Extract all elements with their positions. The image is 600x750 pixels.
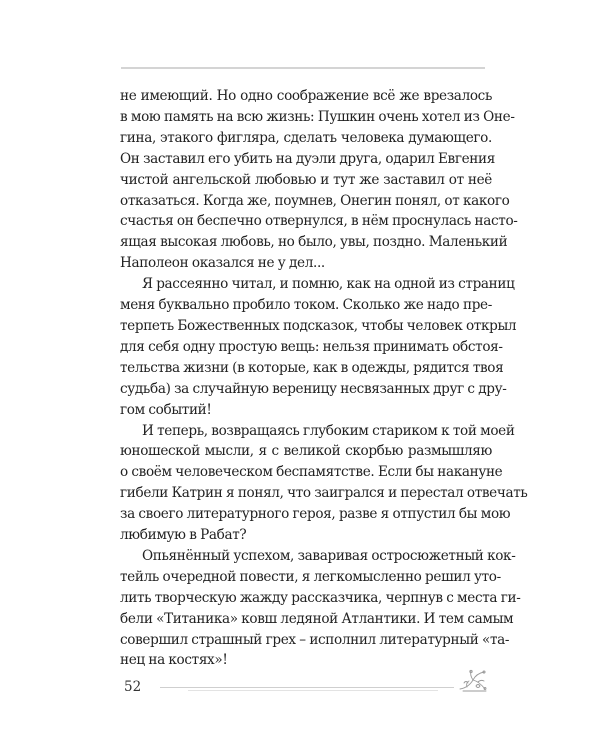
text-line: гом событий! — [120, 401, 212, 418]
text-line: совершил страшный грех – исполнил литературный «та- — [120, 631, 510, 648]
text-line: счастья он беспечно отвернулся, в нём проснулась насто- — [120, 213, 518, 230]
paragraph — [120, 274, 517, 420]
floral-vignette-icon — [458, 669, 488, 693]
text-line: за своего литературного героя, разве я отпустил бы мою — [120, 506, 511, 523]
page-number: 52 — [124, 679, 142, 695]
text-line: гибели Катрин я понял, что заигрался и перестал отвечать — [120, 485, 528, 502]
text-line: меня буквально пробило током. Сколько же надо пре- — [120, 297, 492, 314]
footer-rule — [160, 687, 454, 688]
text-line: терпеть Божественных подсказок, чтобы человек открыл — [120, 317, 517, 334]
text-line: чистой ангельской любовью и тут же заставил от неё — [120, 171, 492, 188]
text-line: судьба) за случайную вереницу несвязанных друг с дру- — [120, 380, 507, 397]
text-line: любимую в Рабат? — [120, 527, 247, 544]
text-line: гина, этакого фигляра, сделать человека думающего. — [120, 129, 492, 146]
text-line: И теперь, возвращаясь глубоким стариком к той моей — [142, 422, 515, 439]
text-line: ящая высокая любовь, но было, увы, поздно. Маленький — [120, 234, 508, 251]
text-line: юношеской мысли, я с великой скорбью размышляю — [120, 443, 492, 460]
text-line: тельства жизни (в которые, как в одежды, рядится твоя — [120, 359, 504, 376]
text-line: для себя одну простую вещь: нельзя принимать обстоя- — [120, 338, 503, 355]
paragraph — [120, 86, 518, 274]
text-line: тейль очередной повести, я легкомысленно решил уто- — [120, 568, 501, 585]
paragraph — [120, 421, 528, 546]
text-line: не имеющий. Но одно соображение всё же врезалось — [120, 88, 492, 104]
text-line: Наполеон оказался не у дел... — [120, 255, 325, 272]
text-line: о своём человеческом беспамятстве. Если бы накануне — [120, 464, 503, 481]
paragraph — [120, 546, 521, 671]
text-line: Он заставил его убить на дуэли друга, одарил Евгения — [120, 150, 495, 167]
text-line: Я рассеянно читал, и помню, как на одной из страниц — [142, 276, 515, 293]
text-line: нец на костях»! — [120, 652, 228, 669]
footer-rule-inner — [188, 690, 438, 691]
text-line: Опьянённый успехом, заваривая остросюжетный кок- — [142, 547, 516, 564]
text-line: лить творческую жажду рассказчика, черпнув с места ги- — [120, 589, 521, 606]
top-rule — [121, 67, 485, 69]
body-text — [120, 86, 528, 671]
text-line: в мою память на всю жизнь: Пушкин очень хотел из Оне- — [120, 108, 515, 125]
text-line: бели «Титаника» ковш ледяной Атлантики. И тем самым — [120, 610, 514, 627]
text-line: отказаться. Когда же, поумнев, Онегин понял, от какого — [120, 192, 510, 209]
